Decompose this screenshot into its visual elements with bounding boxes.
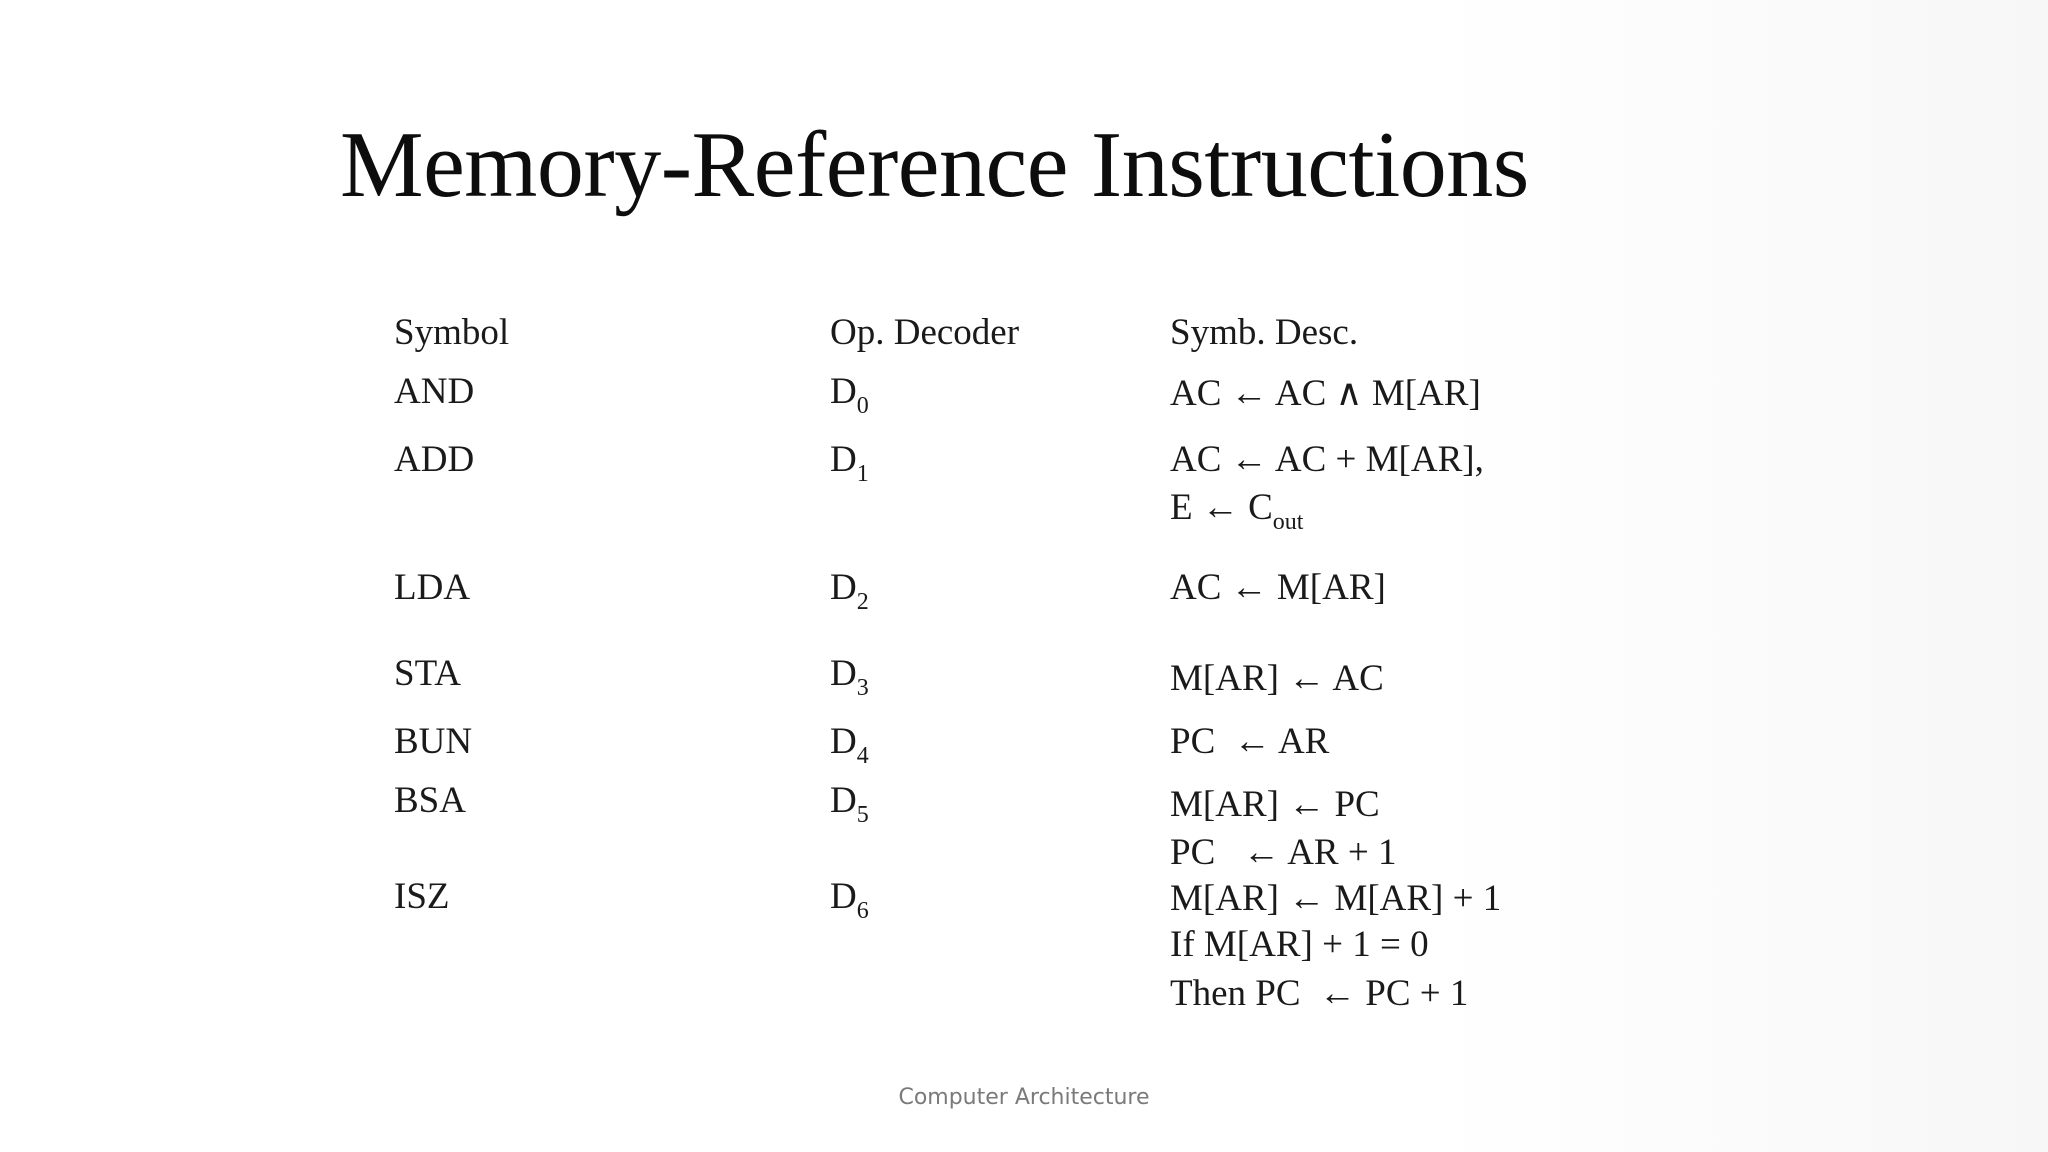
header-symb-desc: Symb. Desc. — [1170, 312, 1359, 353]
row-desc-isz-line2: If M[AR] + 1 = 0 — [1170, 924, 1429, 965]
slide-title: Memory-Reference Instructions — [340, 113, 1529, 217]
row-decoder-sta: $D_3$ — [830, 653, 869, 701]
row-symbol-bsa: BSA — [394, 780, 466, 821]
row-desc-bsa-line1: M[AR] ← PC — [1170, 784, 1380, 825]
slide-footer: Computer Architecture — [898, 1085, 1150, 1110]
row-decoder-and: $D_0$ — [830, 371, 869, 419]
row-decoder-isz: $D_6$ — [830, 876, 869, 924]
row-desc-sta: M[AR] ← AC — [1170, 658, 1384, 699]
row-desc-bun: PC ← AR — [1170, 721, 1330, 762]
row-symbol-bun: BUN — [394, 721, 473, 762]
row-decoder-bsa: $D_5$ — [830, 780, 869, 828]
row-desc-add-line1: AC ← AC + M[AR], — [1170, 439, 1484, 480]
row-symbol-and: AND — [394, 371, 475, 412]
row-symbol-add: ADD — [394, 439, 475, 480]
row-decoder-add: $D_1$ — [830, 439, 869, 487]
row-desc-isz-line3: Then PC ← PC + 1 — [1170, 973, 1469, 1014]
row-desc-isz-line1: M[AR] ← M[AR] + 1 — [1170, 878, 1502, 919]
row-desc-add-line2: E ← $C_{out}$ — [1170, 487, 1304, 535]
row-symbol-sta: STA — [394, 653, 461, 694]
row-desc-bsa-line2: PC ← AR + 1 — [1170, 832, 1397, 873]
row-decoder-bun: $D_4$ — [830, 721, 869, 769]
row-symbol-isz: ISZ — [394, 876, 450, 917]
header-op-decoder: Op. Decoder — [830, 312, 1020, 353]
row-decoder-lda: $D_2$ — [830, 567, 869, 615]
row-desc-and: AC ← AC ∧ M[AR] — [1170, 373, 1481, 414]
header-symbol: Symbol — [394, 312, 510, 353]
row-symbol-lda: LDA — [394, 567, 471, 608]
row-desc-lda: AC ← M[AR] — [1170, 567, 1386, 608]
